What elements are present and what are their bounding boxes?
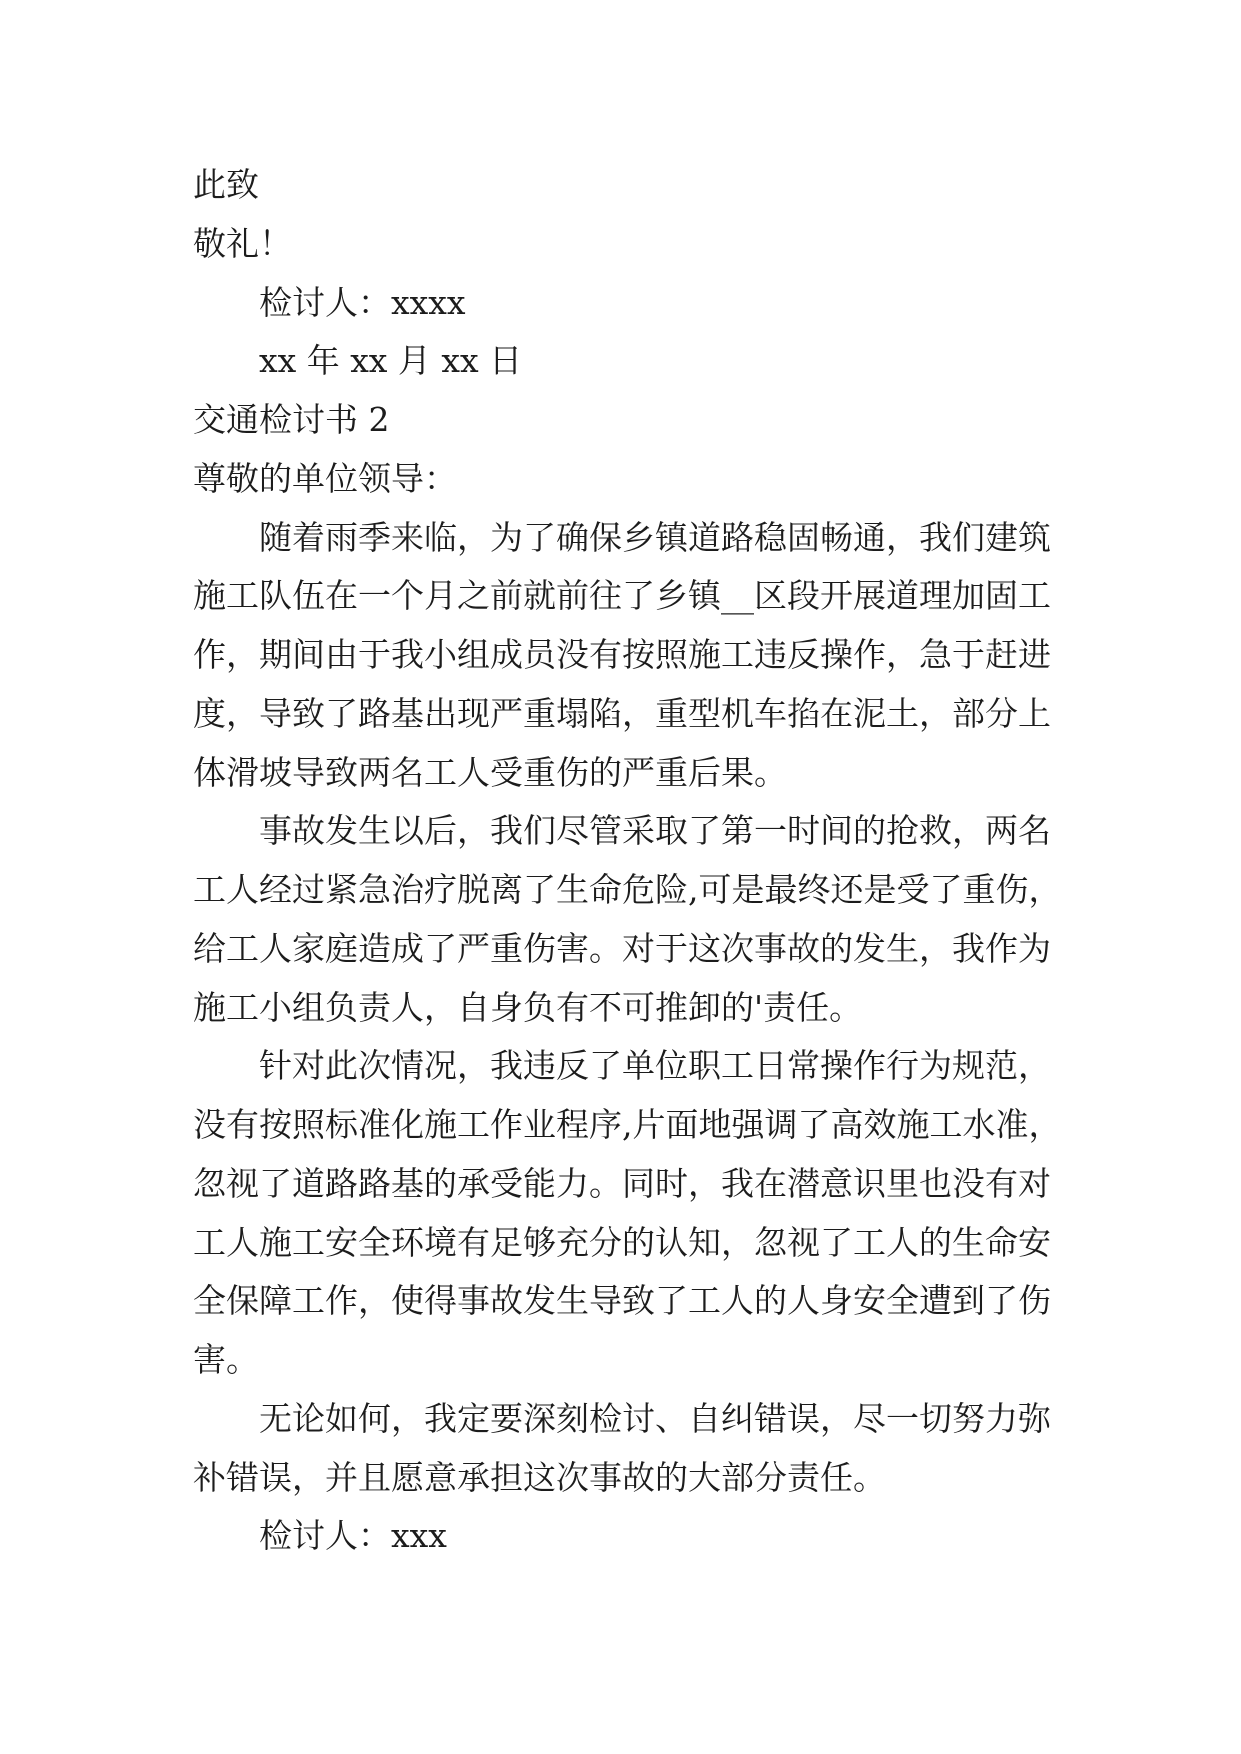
document-body — [193, 156, 1062, 1566]
paragraph-line: 给工人家庭造成了严重伤害。对于这次事故的发生，我作为 — [193, 928, 1051, 968]
paragraph-line: 害。 — [193, 1340, 259, 1379]
date-line: xx 年 xx 月 xx 日 — [259, 341, 523, 381]
paragraph-line: 度，导致了路基出现严重塌陷，重型机车掐在泥土，部分上 — [193, 693, 1051, 733]
paragraph-line: 全保障工作，使得事故发生导致了工人的人身安全遭到了伤 — [193, 1281, 1051, 1321]
salutation: 尊敬的单位领导： — [193, 458, 457, 498]
paragraph-line: 事故发生以后，我们尽管采取了第一时间的抢救，两名 — [259, 811, 1051, 851]
closing-salute: 敬礼！ — [193, 223, 292, 263]
paragraph-line: 没有按照标准化施工作业程序,片面地强调了高效施工水准， — [193, 1105, 1062, 1144]
signer-line: 检讨人：xxxx — [259, 282, 466, 322]
paragraph-line: 补错误，并且愿意承担这次事故的大部分责任。 — [193, 1457, 886, 1497]
closing-line: 此致 — [193, 165, 259, 204]
paragraph-line: 针对此次情况，我违反了单位职工日常操作行为规范， — [259, 1046, 1051, 1086]
paragraph-line: 随着雨季来临，为了确保乡镇道路稳固畅通，我们建筑 — [259, 517, 1051, 557]
paragraph-line: 工人经过紧急治疗脱离了生命危险,可是最终还是受了重伤， — [193, 870, 1062, 909]
paragraph-line: 作，期间由于我小组成员没有按照施工违反操作，急于赶进 — [193, 635, 1051, 674]
paragraph-line: 忽视了道路路基的承受能力。同时，我在潜意识里也没有对 — [193, 1163, 1051, 1203]
paragraph-line: 无论如何，我定要深刻检讨、自纠错误，尽一切努力弥 — [259, 1398, 1051, 1438]
paragraph-line: 工人施工安全环境有足够充分的认知，忽视了工人的生命安 — [193, 1222, 1051, 1262]
paragraph-line: 施工小组负责人，自身负有不可推卸的'责任。 — [193, 987, 863, 1027]
signer-line: 检讨人：xxx — [259, 1516, 447, 1556]
paragraph-line: 施工队伍在一个月之前就前往了乡镇__区段开展道理加固工 — [193, 576, 1051, 616]
paragraph-line: 体滑坡导致两名工人受重伤的严重后果。 — [193, 752, 787, 792]
letter-title: 交通检讨书 2 — [193, 400, 390, 439]
